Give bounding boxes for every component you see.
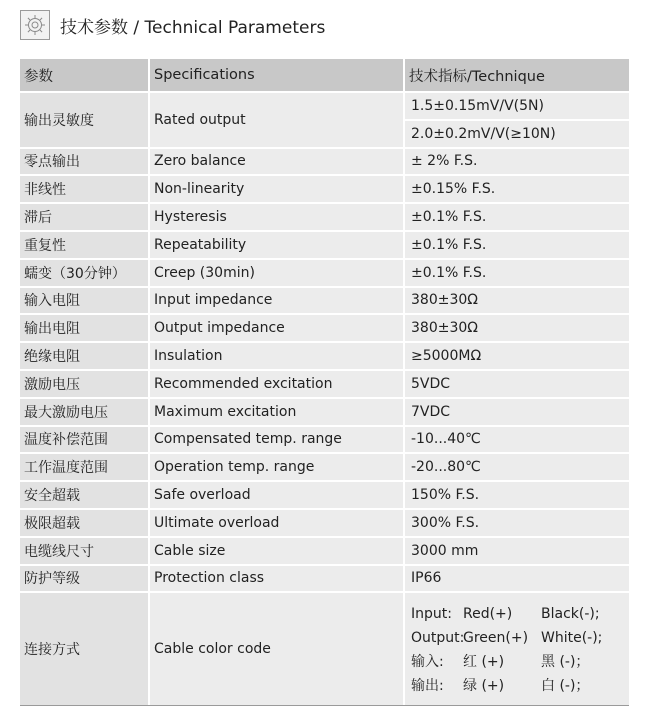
row-value: -20...80℃ [405, 454, 629, 480]
cable-positive: 红 (+) [463, 654, 505, 671]
header-technique: 技术指标/Technique [405, 59, 629, 91]
header-parameter: 参数 [20, 59, 150, 91]
table-row [20, 399, 629, 425]
row-value: 2.0±0.2mV/V(≥10N) [405, 121, 629, 147]
row-cn-label: 电缆线尺寸 [20, 538, 150, 564]
cable-negative: Black(-); [541, 606, 600, 623]
row-value: ≥5000MΩ [405, 343, 629, 369]
row-en-label: Zero balance [150, 149, 405, 175]
cable-color-line [411, 673, 629, 697]
cable-color-line [411, 649, 629, 673]
row-en-label: Rated output [150, 93, 405, 147]
table-row [20, 93, 629, 119]
row-value: ±0.1% F.S. [405, 232, 629, 258]
row-cn-label: 零点输出 [20, 149, 150, 175]
row-value: -10...40℃ [405, 427, 629, 453]
table-row [20, 482, 629, 508]
row-cn-label: 蠕变（30分钟） [20, 260, 150, 286]
row-cn-label: 极限超载 [20, 510, 150, 536]
table-row [20, 371, 629, 397]
row-cn-label: 绝缘电阻 [20, 343, 150, 369]
row-en-label: Cable color code [150, 593, 405, 705]
row-en-label: Cable size [150, 538, 405, 564]
row-en-label: Safe overload [150, 482, 405, 508]
row-cn-label: 连接方式 [20, 593, 150, 705]
table-row [20, 566, 629, 592]
row-cn-label: 最大激励电压 [20, 399, 150, 425]
row-en-label: Hysteresis [150, 204, 405, 230]
table-row [20, 176, 629, 202]
row-value: ±0.1% F.S. [405, 204, 629, 230]
cable-positive: Red(+) [463, 606, 513, 623]
table-row [20, 427, 629, 453]
table-row [20, 510, 629, 536]
row-en-label: Operation temp. range [150, 454, 405, 480]
row-value: 5VDC [405, 371, 629, 397]
table-row [20, 232, 629, 258]
row-en-label: Maximum excitation [150, 399, 405, 425]
table-row [20, 315, 629, 341]
row-cn-label: 安全超载 [20, 482, 150, 508]
table-row [20, 288, 629, 314]
cable-negative: 黑 (-)； [541, 654, 590, 671]
cable-positive: 绿 (+) [463, 677, 505, 694]
row-value: 380±30Ω [405, 288, 629, 314]
row-en-label: Recommended excitation [150, 371, 405, 397]
table-row [20, 538, 629, 564]
table-row [20, 204, 629, 230]
row-cn-label: 工作温度范围 [20, 454, 150, 480]
row-en-label: Input impedance [150, 288, 405, 314]
row-cn-label: 防护等级 [20, 566, 150, 592]
table-row [20, 454, 629, 480]
cable-label: Input: [411, 606, 452, 623]
row-value: 150% F.S. [405, 482, 629, 508]
cable-label: 输入: [411, 654, 444, 671]
cable-color-line [411, 602, 629, 626]
cable-color-values [405, 593, 629, 705]
row-en-label: Non-linearity [150, 176, 405, 202]
row-en-label: Insulation [150, 343, 405, 369]
row-value: 1.5±0.15mV/V(5N) [405, 93, 629, 119]
cable-color-line [411, 626, 629, 650]
row-value: 300% F.S. [405, 510, 629, 536]
row-cn-label: 非线性 [20, 176, 150, 202]
gear-icon [20, 10, 50, 40]
row-en-label: Output impedance [150, 315, 405, 341]
row-en-label: Repeatability [150, 232, 405, 258]
row-cn-label: 温度补偿范围 [20, 427, 150, 453]
row-cn-label: 重复性 [20, 232, 150, 258]
row-en-label: Protection class [150, 566, 405, 592]
row-value: 7VDC [405, 399, 629, 425]
row-value: ± 2% F.S. [405, 149, 629, 175]
row-value: IP66 [405, 566, 629, 592]
cable-label: Output: [411, 629, 465, 646]
row-value: 380±30Ω [405, 315, 629, 341]
cable-label: 输出: [411, 677, 444, 694]
table-row-cable-color [20, 593, 629, 705]
row-cn-label: 输出电阻 [20, 315, 150, 341]
parameters-table [20, 57, 629, 707]
table-row [20, 260, 629, 286]
table-header-row [20, 59, 629, 91]
row-value: 3000 mm [405, 538, 629, 564]
page-title: 技术参数 / Technical Parameters [60, 17, 326, 38]
cable-positive: Green(+) [463, 629, 529, 646]
row-cn-label: 输出灵敏度 [20, 93, 150, 147]
row-value: ±0.15% F.S. [405, 176, 629, 202]
bottom-divider [20, 705, 629, 706]
table-row [20, 149, 629, 175]
row-cn-label: 输入电阻 [20, 288, 150, 314]
row-value: ±0.1% F.S. [405, 260, 629, 286]
row-cn-label: 滞后 [20, 204, 150, 230]
row-cn-label: 激励电压 [20, 371, 150, 397]
row-en-label: Creep (30min) [150, 260, 405, 286]
section-header [20, 8, 325, 42]
table-row [20, 343, 629, 369]
cable-negative: 白 (-)； [541, 677, 590, 694]
cable-negative: White(-); [541, 629, 603, 646]
row-en-label: Compensated temp. range [150, 427, 405, 453]
row-en-label: Ultimate overload [150, 510, 405, 536]
header-specifications: Specifications [150, 59, 405, 91]
